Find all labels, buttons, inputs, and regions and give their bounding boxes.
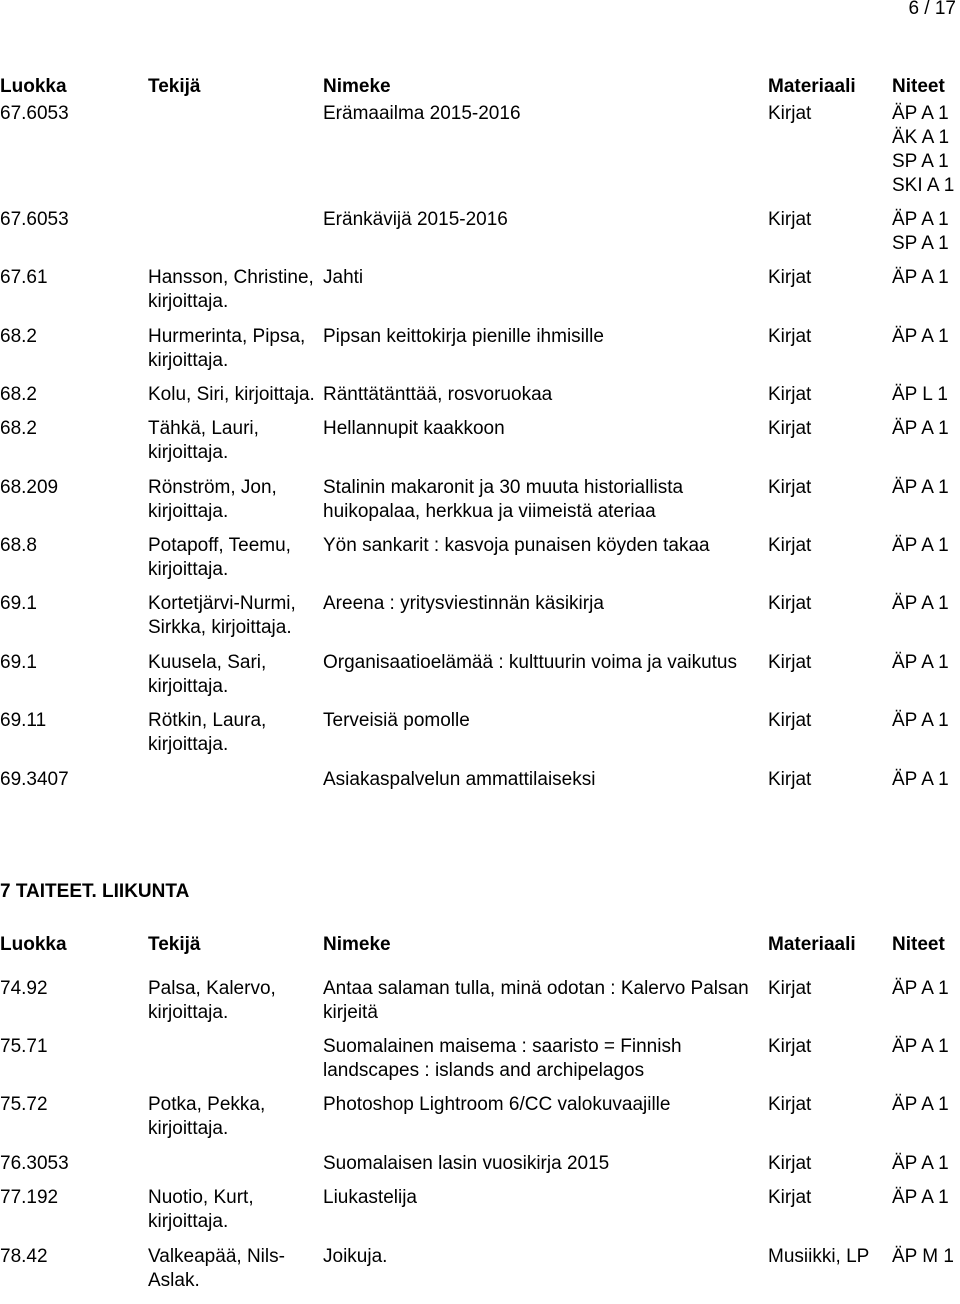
cell-nimeke: Jahti bbox=[323, 267, 364, 288]
header-nimeke: Nimeke bbox=[323, 934, 391, 955]
cell-luokka: 69.1 bbox=[0, 593, 37, 614]
table-row bbox=[0, 1083, 960, 1141]
copy-count: ÄP A 1 bbox=[892, 710, 949, 731]
cell-nimeke: Erämaailma 2015-2016 bbox=[323, 103, 521, 124]
copy-count: SP A 1 bbox=[892, 233, 949, 254]
cell-nimeke: Areena : yritysviestinnän käsikirja bbox=[323, 593, 604, 614]
copy-count: ÄP A 1 bbox=[892, 769, 949, 790]
cell-niteet bbox=[892, 1025, 960, 1083]
cell-tekija bbox=[148, 757, 323, 792]
table-row bbox=[0, 99, 960, 198]
copy-count: ÄP A 1 bbox=[892, 1094, 949, 1115]
cell-luokka: 68.2 bbox=[0, 418, 37, 439]
cell-materiaali: Kirjat bbox=[768, 103, 812, 124]
header-niteet: Niteet bbox=[892, 934, 945, 955]
cell-luokka: 69.1 bbox=[0, 652, 37, 673]
cell-niteet bbox=[892, 373, 960, 407]
header-materiaali: Materiaali bbox=[768, 934, 856, 955]
cell-niteet bbox=[892, 465, 960, 524]
table-row bbox=[0, 256, 960, 314]
cell-nimeke: Stalinin makaronit ja 30 muuta historiallista huikopalaa, herkkua ja viimeistä ateriaa bbox=[323, 477, 684, 522]
copy-count: ÄK A 1 bbox=[892, 127, 950, 148]
cell-niteet bbox=[892, 1083, 960, 1141]
cell-tekija bbox=[148, 198, 323, 256]
cell-tekija: Hurmerinta, Pipsa, kirjoittaja. bbox=[148, 326, 306, 371]
cell-materiaali: Kirjat bbox=[768, 769, 812, 790]
cell-materiaali: Kirjat bbox=[768, 1187, 812, 1208]
cell-luokka: 78.42 bbox=[0, 1246, 48, 1267]
table-row bbox=[0, 407, 960, 465]
table-row bbox=[0, 524, 960, 582]
header-tekija: Tekijä bbox=[148, 934, 201, 955]
copy-count: ÄP A 1 bbox=[892, 1187, 949, 1208]
cell-materiaali: Kirjat bbox=[768, 710, 812, 731]
cell-materiaali: Kirjat bbox=[768, 652, 812, 673]
cell-luokka: 75.71 bbox=[0, 1036, 48, 1057]
copy-count: SKI A 1 bbox=[892, 175, 955, 196]
cell-tekija: Palsa, Kalervo, kirjoittaja. bbox=[148, 978, 276, 1023]
cell-nimeke: Suomalainen maisema : saaristo = Finnish landscapes : islands and archipelagos bbox=[323, 1036, 682, 1081]
header-nimeke: Nimeke bbox=[323, 76, 391, 97]
cell-luokka: 74.92 bbox=[0, 978, 48, 999]
cell-tekija: Kolu, Siri, kirjoittaja. bbox=[148, 384, 315, 405]
copy-count: ÄP A 1 bbox=[892, 209, 949, 230]
cell-nimeke: Asiakaspalvelun ammattilaiseksi bbox=[323, 769, 596, 790]
table-row bbox=[0, 373, 960, 407]
cell-niteet bbox=[892, 407, 960, 465]
copy-count: ÄP A 1 bbox=[892, 418, 949, 439]
catalog-table-2 bbox=[0, 933, 960, 1293]
cell-tekija: Valkeapää, Nils-Aslak. bbox=[148, 1246, 285, 1291]
cell-luokka: 69.11 bbox=[0, 710, 47, 731]
cell-materiaali: Kirjat bbox=[768, 267, 812, 288]
cell-nimeke: Organisaatioelämää : kulttuurin voima ja vaikutus bbox=[323, 652, 737, 673]
table-row bbox=[0, 582, 960, 640]
cell-niteet bbox=[892, 582, 960, 640]
cell-tekija bbox=[148, 99, 323, 198]
cell-luokka: 67.6053 bbox=[0, 103, 69, 124]
cell-nimeke: Yön sankarit : kasvoja punaisen köyden takaa bbox=[323, 535, 710, 556]
table-header-row bbox=[0, 75, 960, 99]
cell-niteet bbox=[892, 99, 960, 198]
header-niteet: Niteet bbox=[892, 76, 945, 97]
cell-tekija: Kortetjärvi-Nurmi, Sirkka, kirjoittaja. bbox=[148, 593, 296, 638]
cell-nimeke: Liukastelija bbox=[323, 1187, 417, 1208]
cell-nimeke: Eränkävijä 2015-2016 bbox=[323, 209, 508, 230]
cell-luokka: 68.8 bbox=[0, 535, 37, 556]
cell-materiaali: Kirjat bbox=[768, 535, 812, 556]
copy-count: ÄP A 1 bbox=[892, 652, 949, 673]
table-row bbox=[0, 699, 960, 757]
cell-materiaali: Kirjat bbox=[768, 384, 812, 405]
cell-tekija: Kuusela, Sari, kirjoittaja. bbox=[148, 652, 267, 697]
table-row bbox=[0, 198, 960, 256]
cell-materiaali: Kirjat bbox=[768, 477, 812, 498]
table-row bbox=[0, 757, 960, 792]
copy-count: ÄP A 1 bbox=[892, 1036, 949, 1057]
cell-tekija: Potapoff, Teemu, kirjoittaja. bbox=[148, 535, 291, 580]
cell-tekija: Rötkin, Laura, kirjoittaja. bbox=[148, 710, 267, 755]
copy-count: ÄP L 1 bbox=[892, 384, 948, 405]
cell-tekija: Rönström, Jon, kirjoittaja. bbox=[148, 477, 277, 522]
cell-nimeke: Pipsan keittokirja pienille ihmisille bbox=[323, 326, 604, 347]
header-materiaali: Materiaali bbox=[768, 76, 856, 97]
cell-niteet bbox=[892, 256, 960, 314]
cell-materiaali: Kirjat bbox=[768, 209, 812, 230]
cell-materiaali: Kirjat bbox=[768, 978, 812, 999]
cell-nimeke: Antaa salaman tulla, minä odotan : Kalervo Palsan kirjeitä bbox=[323, 978, 749, 1023]
table-body bbox=[0, 957, 960, 1293]
page-number: 6 / 17 bbox=[908, 0, 956, 19]
cell-niteet bbox=[892, 1234, 960, 1293]
header-luokka: Luokka bbox=[0, 934, 67, 955]
cell-tekija bbox=[148, 1141, 323, 1176]
cell-tekija: Nuotio, Kurt, kirjoittaja. bbox=[148, 1187, 254, 1232]
cell-luokka: 77.192 bbox=[0, 1187, 59, 1208]
table-header-row bbox=[0, 933, 960, 957]
cell-luokka: 67.6053 bbox=[0, 209, 69, 230]
copy-count: ÄP M 1 bbox=[892, 1246, 954, 1267]
copy-count: ÄP A 1 bbox=[892, 978, 949, 999]
cell-luokka: 67.61 bbox=[0, 267, 48, 288]
cell-materiaali: Kirjat bbox=[768, 1036, 812, 1057]
table-row bbox=[0, 314, 960, 373]
cell-materiaali: Kirjat bbox=[768, 418, 812, 439]
table-row bbox=[0, 1141, 960, 1176]
cell-materiaali: Kirjat bbox=[768, 593, 812, 614]
cell-nimeke: Hellannupit kaakkoon bbox=[323, 418, 505, 439]
cell-niteet bbox=[892, 757, 960, 792]
cell-luokka: 68.2 bbox=[0, 384, 37, 405]
cell-tekija: Potka, Pekka, kirjoittaja. bbox=[148, 1094, 266, 1139]
copy-count: ÄP A 1 bbox=[892, 477, 949, 498]
cell-tekija: Hansson, Christine, kirjoittaja. bbox=[148, 267, 314, 312]
table-row bbox=[0, 1025, 960, 1083]
section-title: 7 TAITEET. LIIKUNTA bbox=[0, 881, 190, 902]
table-body bbox=[0, 99, 960, 792]
copy-count: ÄP A 1 bbox=[892, 593, 949, 614]
copy-count: ÄP A 1 bbox=[892, 103, 949, 124]
cell-niteet bbox=[892, 524, 960, 582]
table-row bbox=[0, 1176, 960, 1234]
cell-nimeke: Ränttätänttää, rosvoruokaa bbox=[323, 384, 553, 405]
cell-tekija bbox=[148, 1025, 323, 1083]
cell-nimeke: Photoshop Lightroom 6/CC valokuvaajille bbox=[323, 1094, 671, 1115]
cell-luokka: 75.72 bbox=[0, 1094, 48, 1115]
copy-count: ÄP A 1 bbox=[892, 1153, 949, 1174]
header-tekija: Tekijä bbox=[148, 76, 201, 97]
copy-count: SP A 1 bbox=[892, 151, 949, 172]
catalog-table-1 bbox=[0, 75, 960, 792]
cell-niteet bbox=[892, 198, 960, 256]
cell-niteet bbox=[892, 314, 960, 373]
cell-niteet bbox=[892, 640, 960, 699]
cell-nimeke: Suomalaisen lasin vuosikirja 2015 bbox=[323, 1153, 610, 1174]
cell-luokka: 68.209 bbox=[0, 477, 59, 498]
cell-tekija: Tähkä, Lauri, kirjoittaja. bbox=[148, 418, 259, 463]
header-luokka: Luokka bbox=[0, 76, 67, 97]
copy-count: ÄP A 1 bbox=[892, 535, 949, 556]
cell-materiaali: Kirjat bbox=[768, 1153, 812, 1174]
table-row bbox=[0, 1234, 960, 1293]
copy-count: ÄP A 1 bbox=[892, 326, 949, 347]
cell-materiaali: Kirjat bbox=[768, 326, 812, 347]
cell-luokka: 69.3407 bbox=[0, 769, 69, 790]
cell-nimeke: Terveisiä pomolle bbox=[323, 710, 470, 731]
table-row bbox=[0, 957, 960, 1025]
cell-niteet bbox=[892, 1141, 960, 1176]
cell-niteet bbox=[892, 1176, 960, 1234]
copy-count: ÄP A 1 bbox=[892, 267, 949, 288]
cell-materiaali: Kirjat bbox=[768, 1094, 812, 1115]
cell-niteet bbox=[892, 699, 960, 757]
cell-luokka: 76.3053 bbox=[0, 1153, 69, 1174]
cell-niteet bbox=[892, 957, 960, 1025]
table-row bbox=[0, 640, 960, 699]
cell-materiaali: Musiikki, LP bbox=[768, 1246, 870, 1267]
cell-nimeke: Joikuja. bbox=[323, 1246, 388, 1267]
cell-luokka: 68.2 bbox=[0, 326, 37, 347]
table-row bbox=[0, 465, 960, 524]
